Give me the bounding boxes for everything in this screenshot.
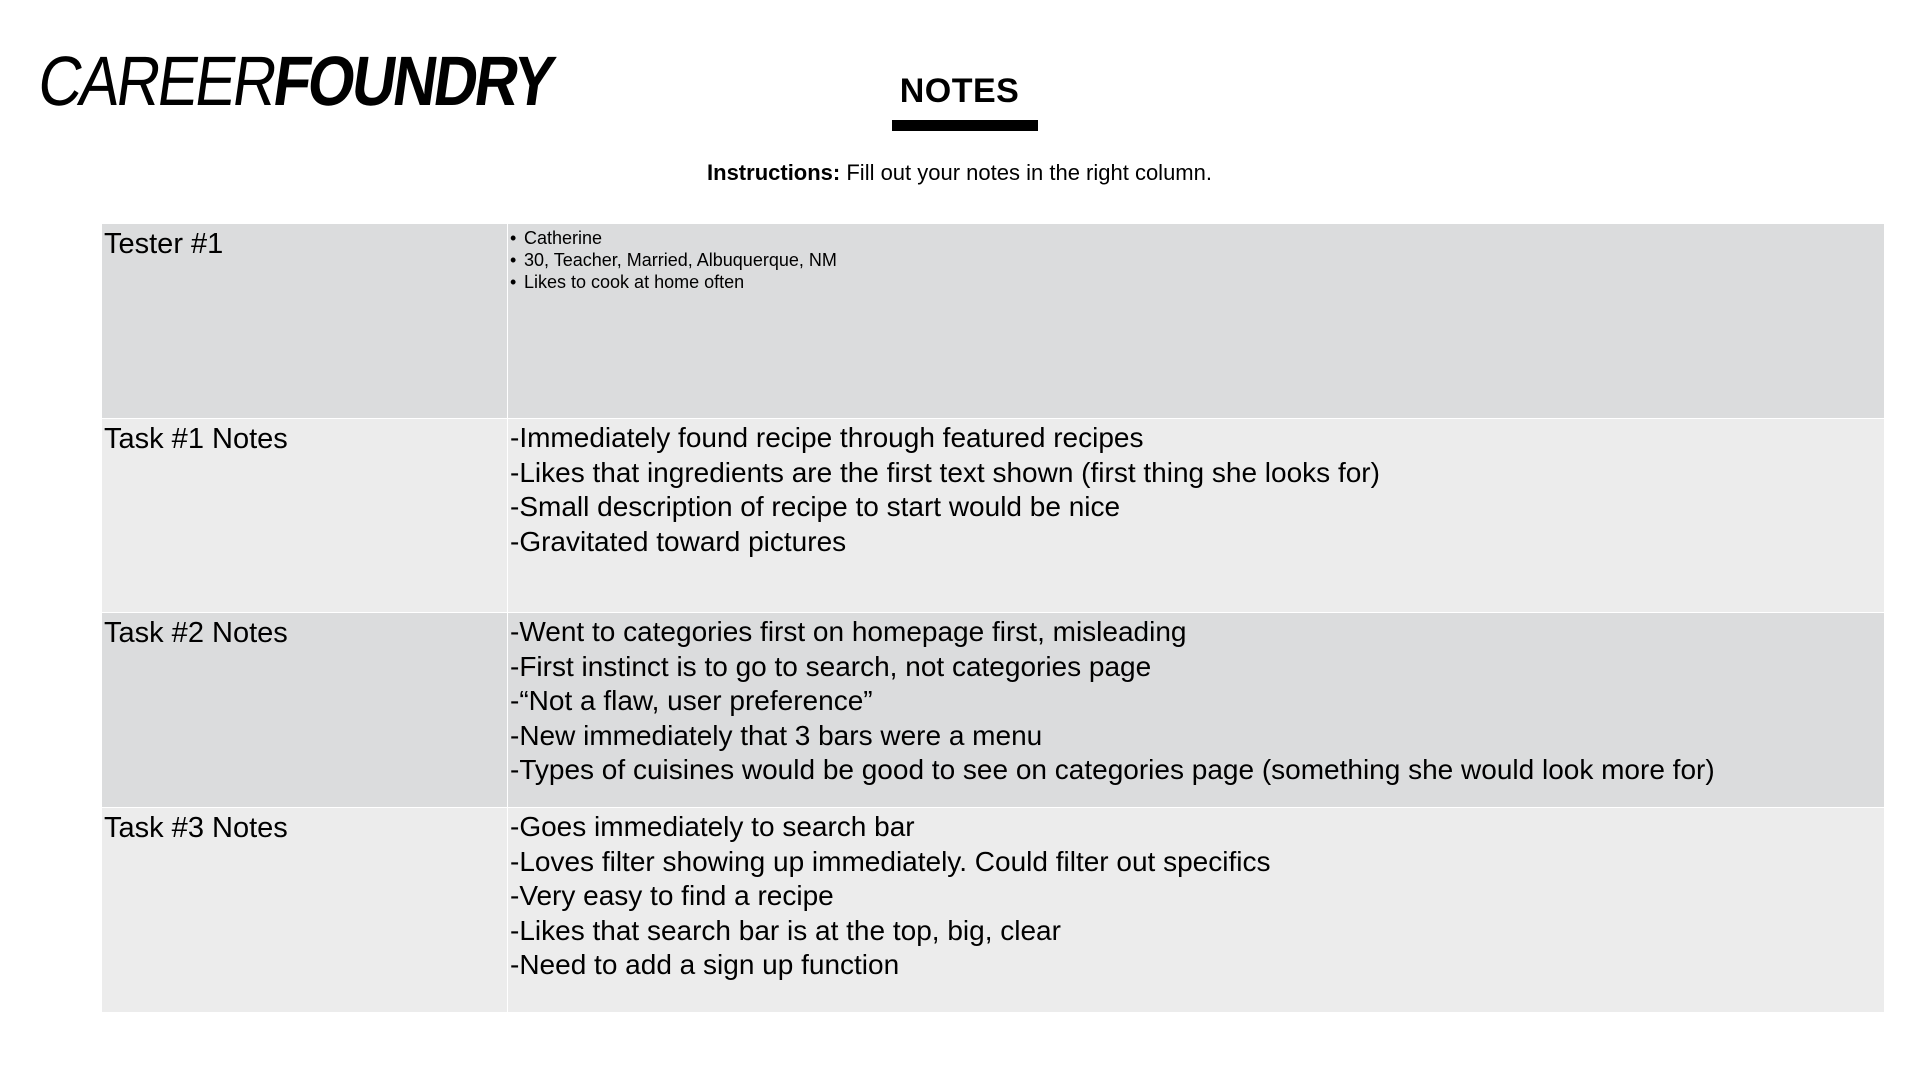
tester-row — [102, 224, 1884, 419]
note-line: -Loves filter showing up immediately. Could filter out specifics — [510, 845, 1271, 877]
note-line: -Gravitated toward pictures — [510, 525, 847, 557]
row-label: Tester #1 — [102, 224, 508, 418]
task-2-row — [102, 613, 1884, 808]
task-3-row — [102, 808, 1884, 1013]
tester-interest: • Likes to cook at home often — [510, 271, 1882, 293]
tester-details-cell — [508, 224, 1884, 418]
note-line: -Went to categories first on homepage first, misleading — [510, 616, 1187, 647]
notes-table — [102, 224, 1884, 1013]
row-label: Task #1 Notes — [102, 419, 508, 612]
logo-foundry-text: FOUNDRY — [269, 42, 558, 120]
note-line: -Immediately found recipe through featured recipes — [510, 422, 1144, 453]
note-line: -Types of cuisines would be good to see on categories page (something she would look more for) — [510, 754, 1715, 785]
row-label: Task #3 Notes — [102, 808, 508, 1012]
instructions-label: Instructions: — [707, 160, 841, 185]
instructions — [0, 160, 1919, 186]
row-label: Task #2 Notes — [102, 613, 508, 807]
note-line: -Likes that search bar is at the top, big, clear — [510, 914, 1061, 946]
task-3-notes-cell — [508, 808, 1884, 1012]
logo-career-text: CAREER — [33, 42, 280, 120]
tester-name: • Catherine — [510, 227, 1882, 249]
page-title: NOTES — [899, 72, 1020, 110]
note-line: -New immediately that 3 bars were a menu — [510, 719, 1043, 751]
task-1-row — [102, 419, 1884, 613]
title-underline — [892, 120, 1038, 131]
task-2-notes-cell — [508, 613, 1884, 807]
task-1-notes-cell — [508, 419, 1884, 612]
instructions-text: Fill out your notes in the right column. — [840, 160, 1212, 185]
note-line: -Likes that ingredients are the first text shown (first thing she looks for) — [510, 456, 1380, 488]
note-line: -Small description of recipe to start would be nice — [510, 491, 1121, 522]
tester-demographics: • 30, Teacher, Married, Albuquerque, NM — [510, 249, 1882, 271]
note-line: -Need to add a sign up function — [510, 949, 900, 980]
note-line: -First instinct is to go to search, not categories page — [510, 650, 1152, 682]
note-line: -“Not a flaw, user preference” — [510, 685, 873, 716]
tester-details-list — [510, 226, 1882, 293]
note-line: -Goes immediately to search bar — [510, 811, 915, 842]
note-line: -Very easy to find a recipe — [510, 880, 834, 911]
